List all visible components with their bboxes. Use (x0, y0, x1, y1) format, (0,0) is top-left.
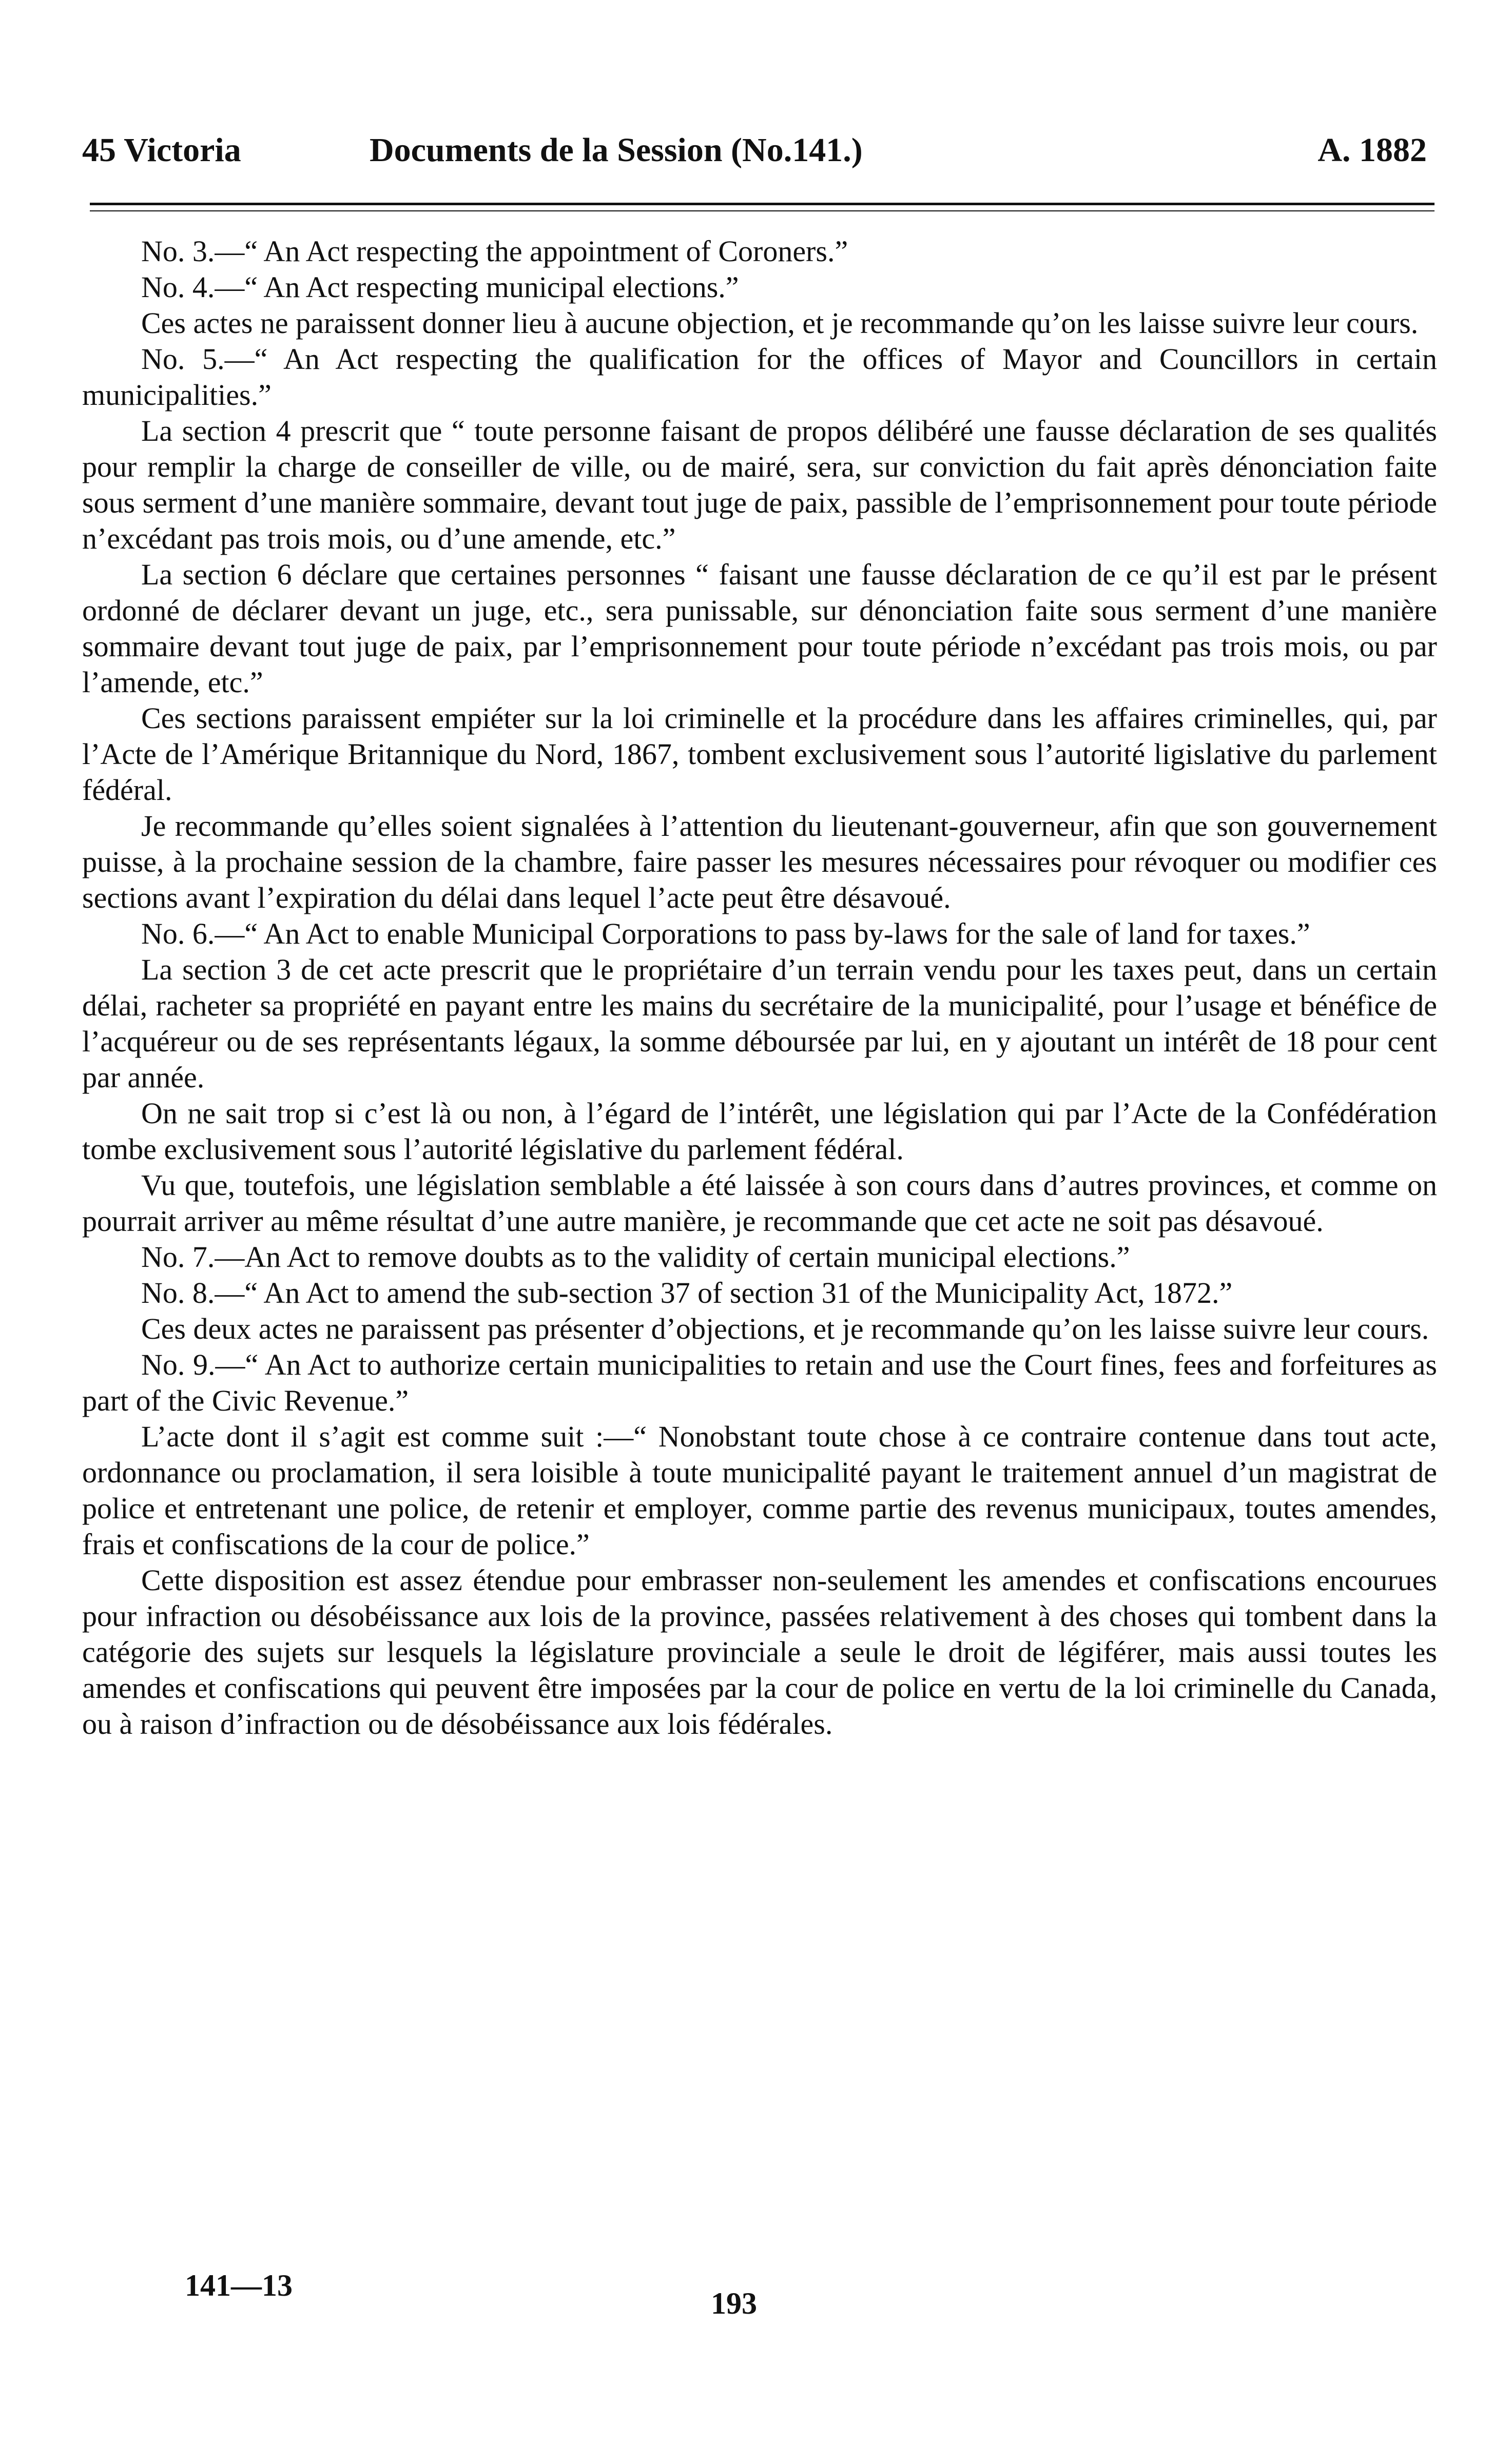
paragraph: Je recommande qu’elles soient signalées à l’attention du lieutenant-gouverneur, afin que son gouvernement puisse, à la prochaine session de la chambre, faire passer les mesures nécessaires pour révoquer ou modifier ces sections avant l’expiration du délai dans lequel l’acte peut être désavoué. (82, 809, 1437, 914)
body-text (82, 233, 1437, 1742)
paragraph: Cette disposition est assez étendue pour embrasser non-seulement les amendes et confiscations encourues pour infraction ou désobéissance aux lois de la province, passées relativement à des choses qui tombent dans la catégorie des sujets sur lesquels la législature provinciale a seule le droit de légiférer, mais aussi toutes les amendes et confiscations qui peuvent être imposées par la cour de police en vertu de la loi criminelle du Canada, ou à raison d’infraction ou de désobéissance aux lois fédérales. (82, 1563, 1437, 1741)
paragraph: No. 8.—“ An Act to amend the sub-section 37 of section 31 of the Municipality Act, 1872.” (141, 1276, 1233, 1309)
header-year: A. 1882 (1317, 131, 1427, 169)
paragraph: La section 4 prescrit que “ toute personne faisant de propos délibéré une fausse déclaration de ses qualités pour remplir la charge de conseiller de ville, ou de mairé, sera, sur conviction du fait après dénonciation faite sous serment d’une manière sommaire, devant tout juge de paix, passible de l’emprisonnement pour toute période n’excédant pas trois mois, ou d’une amende, etc.” (82, 414, 1437, 555)
header-title: Documents de la Session (No.141.) (370, 131, 863, 169)
paragraph: La section 3 de cet acte prescrit que le propriétaire d’un terrain vendu pour les taxes peut, dans un certain délai, racheter sa propriété en payant entre les mains du secrétaire de la municipalité, pour l’usage et bénéfice de l’acquéreur ou de ses représentants légaux, la somme déboursée par lui, en y ajoutant un intérêt de 18 pour cent par année. (82, 953, 1437, 1094)
page-header (82, 131, 1437, 182)
paragraph: Vu que, toutefois, une législation semblable a été laissée à son cours dans d’autres provinces, et comme on pourrait arriver au même résultat d’une autre manière, je recommande que cet acte ne soit pas désavoué. (82, 1168, 1437, 1238)
header-regnal-year: 45 Victoria (82, 131, 241, 169)
paragraph: On ne sait trop si c’est là ou non, à l’égard de l’intérêt, une législation qui par l’Acte de la Confédération tombe exclusivement sous l’autorité législative du parlement fédéral. (82, 1097, 1437, 1166)
paragraph: No. 9.—“ An Act to authorize certain municipalities to retain and use the Court fines, fees and forfeitures as part of the Civic Revenue.” (82, 1348, 1437, 1417)
paragraph: L’acte dont il s’agit est comme suit :—“ Nonobstant toute chose à ce contraire contenue dans tout acte, ordonnance ou proclamation, il sera loisible à toute municipalité payant le traitement annuel d’un magistrat de police et entretenant une police, de retenir et employer, comme partie des revenus municipaux, toutes amendes, frais et confiscations de la cour de police.” (82, 1420, 1437, 1561)
paragraph: Ces sections paraissent empiéter sur la loi criminelle et la procédure dans les affaires criminelles, qui, par l’Acte de l’Amérique Britannique du Nord, 1867, tombent exclusivement sous l’autorité ligislative du parlement fédéral. (82, 701, 1437, 807)
header-rule-thin (90, 210, 1435, 211)
paragraph: No. 3.—“ An Act respecting the appointment of Coroners.” (141, 234, 848, 268)
paragraph: No. 6.—“ An Act to enable Municipal Corporations to pass by-laws for the sale of land for taxes.” (141, 917, 1310, 950)
paragraph: La section 6 déclare que certaines personnes “ faisant une fausse déclaration de ce qu’il est par le présent ordonné de déclarer devant un juge, etc., sera punissable, sur dénonciation faite sous serment d’une manière sommaire devant tout juge de paix, par l’emprisonnement pour toute période n’excédant pas trois mois, ou par l’amende, etc.” (82, 558, 1437, 699)
paragraph: Ces deux actes ne paraissent pas présenter d’objections, et je recommande qu’on les laisse suivre leur cours. (141, 1312, 1429, 1345)
sessional-paper-reference: 141—13 (185, 2269, 293, 2302)
paragraph: No. 5.—“ An Act respecting the qualification for the offices of Mayor and Councillors in certain municipalities.” (82, 342, 1437, 412)
paragraph: No. 4.—“ An Act respecting municipal elections.” (141, 270, 739, 304)
header-rule-thick (90, 203, 1435, 205)
paragraph: Ces actes ne paraissent donner lieu à aucune objection, et je recommande qu’on les laisse suivre leur cours. (141, 306, 1419, 340)
page-number: 193 (711, 2286, 757, 2320)
paragraph: No. 7.—An Act to remove doubts as to the validity of certain municipal elections.” (141, 1240, 1130, 1274)
